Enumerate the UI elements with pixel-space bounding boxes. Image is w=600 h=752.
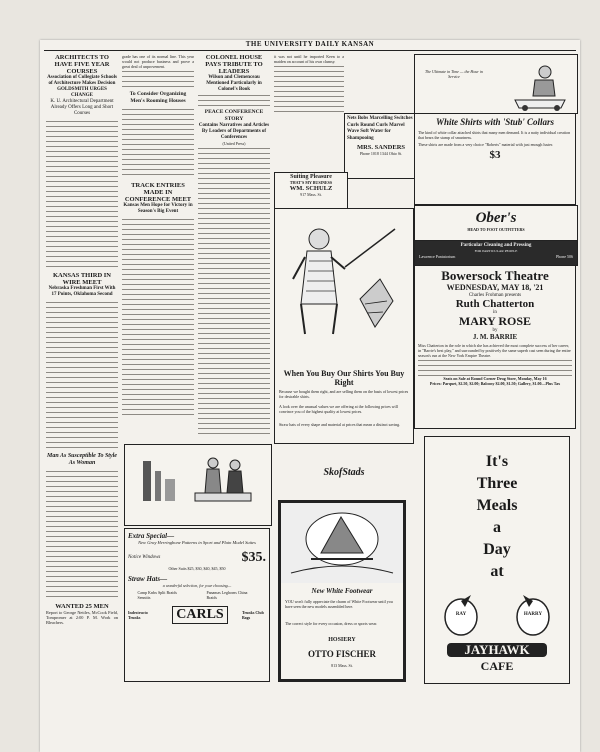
footwear-title: New White Footwear	[311, 587, 373, 595]
headline-wanted: WANTED 25 MEN	[55, 603, 109, 610]
bowersock-star: Ruth Chatterton	[455, 298, 535, 310]
jayhawk-line-4: a	[493, 519, 501, 536]
schulz-ad	[274, 172, 348, 210]
subhead-narratives: Contains Narratives and Articles By Leaders of Departments of Conferences	[198, 123, 270, 140]
subhead-kansas: Kansas Men Hope for Victory in Season's Big Event	[123, 203, 193, 214]
jayhawk-bird-1: RAY	[455, 612, 467, 617]
schulz-address: 917 Mass. St.	[300, 192, 322, 197]
carls-indestructo: Indestructo Trunks	[128, 609, 148, 620]
bowersock-text	[418, 358, 572, 376]
jayhawk-line-3: Meals	[476, 497, 518, 514]
masthead: THE UNIVERSITY DAILY KANSAN	[245, 40, 375, 48]
bowersock-blurb: Miss Chatterton in the role in which she has achieved the most complete success of her career, in "Barrie's best play," and surrounded by positively the same superb cast seen during the entire season's run at the New York Empire Theatre.	[418, 343, 571, 358]
article-text	[122, 69, 194, 89]
article-text	[122, 217, 194, 417]
article-text	[274, 64, 344, 114]
carls-price-row	[128, 550, 266, 566]
obers-ad	[414, 205, 578, 241]
pantatorium-subtitle: FOR PARTICULAR PEOPLE	[474, 249, 518, 253]
footwear-address: 813 Mass. St.	[331, 663, 353, 668]
shirt-body-3: Straw hats of every shape and material at prices that mean a distinct saving.	[279, 422, 401, 427]
bowersock-prices: Prices: Parquet, $2.50, $2.00; Balcony $2.00, $1.50; Gallery, $1.00—Plus Tax	[429, 381, 561, 386]
white-shirts-ad	[414, 113, 576, 205]
subhead-nebraska: Nebraska Freshman First With 17 Points, Oklahoma Second	[48, 286, 116, 297]
footwear-ad	[278, 500, 406, 682]
schulz-business: THAT'S MY BUSINESS	[289, 180, 333, 185]
pantatorium-name: Lawrence Pantatorium	[419, 254, 456, 259]
skofstads-logo: SkofStads	[323, 467, 365, 478]
pantatorium-ad	[414, 240, 578, 266]
bowersock-title: Bowersock Theatre	[441, 268, 549, 283]
column-3	[198, 54, 270, 440]
carls-footer	[128, 606, 266, 624]
jayhawk-cafe: CAFE	[480, 659, 514, 673]
jayhawk-line-1: It's	[485, 453, 509, 470]
subhead-ku: K. U. Architectural Department Already Offers Long and Short Courses	[50, 99, 114, 116]
masthead-rule	[44, 50, 576, 51]
column-4	[274, 54, 344, 116]
golfer-illustration	[275, 209, 413, 339]
carls-special: Extra Special—	[128, 532, 175, 540]
store-illustration-graphic	[125, 445, 271, 525]
subhead-wilson: Wilson and Clemenceau Mentioned Particularly in Colonel's Book	[206, 75, 262, 92]
article-text	[198, 146, 270, 436]
bowersock-seats: Seats on Sale at Round Corner Drug Store, Monday, May 16	[443, 376, 547, 381]
carls-trunks: Trunks Club Bags	[242, 609, 264, 620]
carls-price: $35.	[241, 549, 266, 565]
bowersock-presents: Charles Frohman presents	[468, 293, 522, 298]
subhead-goldsmith: GOLDSMITH URGES CHANGE	[57, 87, 107, 98]
white-shirts-body: The kind of white collar attached shirts that many men demand. It is a natty individual creation that bears the stamp of smartness.	[418, 130, 571, 140]
carls-straw: Straw Hats—	[128, 574, 168, 583]
pantatorium-footer	[415, 254, 577, 259]
col4-paragraph: it was not until he imported Keen to a maiden on account of his own clumsy.	[274, 54, 344, 64]
carls-notice: Notice Windows	[128, 555, 161, 560]
jayhawk-line-2: Three	[476, 475, 518, 492]
dateline: (United Press)	[222, 141, 246, 146]
wanted-body: Report to George Nettles, McCook Field, Tompromer at 2:00 P. M. Work on Bleachers.	[46, 610, 118, 625]
shirt-body-2: A look over the unusual values we are offering at the following prices will convince you of the highest quality at lowest prices.	[279, 404, 398, 414]
right-top-caption: The Ultimate in Time — the Hour in Service	[425, 69, 483, 79]
schulz-headline: Suiting Pleasure	[290, 174, 332, 180]
column-2	[122, 54, 194, 440]
jayhawk-ad	[424, 436, 570, 684]
bowersock-author: J. M. BARRIE	[472, 333, 518, 341]
shirt-ad	[274, 208, 414, 444]
jayhawk-birds-icon	[425, 593, 569, 641]
jayhawk-name: JAYHAWK	[447, 643, 547, 657]
column-1	[46, 54, 118, 682]
article-text	[46, 469, 118, 599]
headline-architects: ARCHITECTS TO HAVE FIVE YEAR COURSES	[54, 54, 110, 75]
carls-ad	[124, 528, 270, 682]
store-illustration	[124, 444, 272, 526]
headline-house: COLONEL HOUSE PAYS TRIBUTE TO LEADERS	[205, 54, 263, 75]
white-shirts-price: $3	[489, 149, 501, 161]
footwear-body: YOU won't fully appreciate the charm of White Footwear until you have seen the new models assembled here.	[285, 599, 393, 609]
pantatorium-phone: Phone 506	[556, 254, 573, 259]
jayhawk-bird-2: HARRY	[523, 612, 543, 617]
sanders-ad	[344, 113, 418, 179]
right-top-illustration	[414, 54, 578, 114]
footwear-store: OTTO FISCHER	[307, 649, 377, 659]
sanders-contact: Phone 1018 1344 Ohio St.	[359, 151, 403, 156]
carls-panama: Panamas Leghorns China Braids	[206, 589, 248, 600]
bowersock-ad	[414, 265, 576, 429]
obers-logo: Ober's	[475, 210, 517, 226]
carls-straw-items: Camp Knbx Split Braids Sennitts	[137, 589, 177, 600]
jayhawk-line-6: at	[490, 563, 504, 580]
obers-tagline: HEAD TO FOOT OUTFITTERS	[467, 227, 525, 232]
article-text	[46, 119, 118, 269]
sanders-name: MRS. SANDERS	[356, 144, 406, 151]
carls-logo: CARLS	[172, 606, 227, 624]
white-shirts-body-2: These shirts are made from a very choice "Roberts" material with just enough luster.	[418, 142, 554, 147]
article-text	[198, 93, 270, 109]
shirt-headline: When You Buy Our Shirts You Buy Right	[283, 369, 405, 387]
bowersock-by: by	[492, 328, 498, 333]
pantatorium-title: Particular Cleaning and Pressing	[460, 243, 532, 248]
headline-rooming: To Consider Organizing Men's Rooming Houses	[129, 91, 187, 104]
article-text	[46, 300, 118, 450]
subhead-architects: Association of Collegiate Schools of Architecture Makes Decision	[47, 75, 117, 86]
cart-illustration	[495, 56, 575, 112]
bowersock-play: MARY ROSE	[458, 314, 532, 328]
headline-style: Man As Susceptible To Style As Woman	[47, 453, 117, 466]
bowersock-date: WEDNESDAY, MAY 18, '21	[446, 283, 544, 292]
headline-track: TRACK ENTRIES MADE IN CONFERENCE MEET	[124, 182, 192, 203]
sanders-services: Nets Bobs Marcelling Switches Curls Round Curls Marvel Wave Soft Water for Shampooing	[347, 116, 413, 141]
schulz-name: WM. SCHULZ	[289, 185, 333, 192]
carls-special-desc: New Gray Herringbone Patterns in Sport and Plain Model Suites	[138, 540, 256, 545]
shirt-body: Because we bought them right, and are selling them on the basis of lowest prices for desirable shirts.	[279, 389, 409, 399]
footwear-hosiery: HOSIERY	[328, 637, 356, 643]
headline-wire-meet: KANSAS THIRD IN WIRE MEET	[52, 272, 112, 286]
white-shirts-title: White Shirts with 'Stub' Collars	[435, 117, 555, 127]
carls-other-suits: Other Suits $25, $30, $40, $45, $50	[168, 565, 226, 571]
carls-straw-desc: a wonderful selection, for your choosing—	[162, 582, 232, 588]
bowersock-in: in	[493, 310, 497, 315]
headline-peace: PEACE CONFERENCE STORY	[204, 109, 264, 122]
article-text	[122, 107, 194, 179]
col2-paragraph: grade has one of its normal line. This year would not produce business and prove a great deal of unprovement.	[122, 54, 194, 69]
footwear-body-2: The correct style for every occasion, dress or sports wear.	[285, 621, 378, 626]
carls-straw-row	[128, 590, 266, 600]
footwear-scene	[281, 503, 403, 583]
jayhawk-line-5: Day	[483, 541, 511, 558]
